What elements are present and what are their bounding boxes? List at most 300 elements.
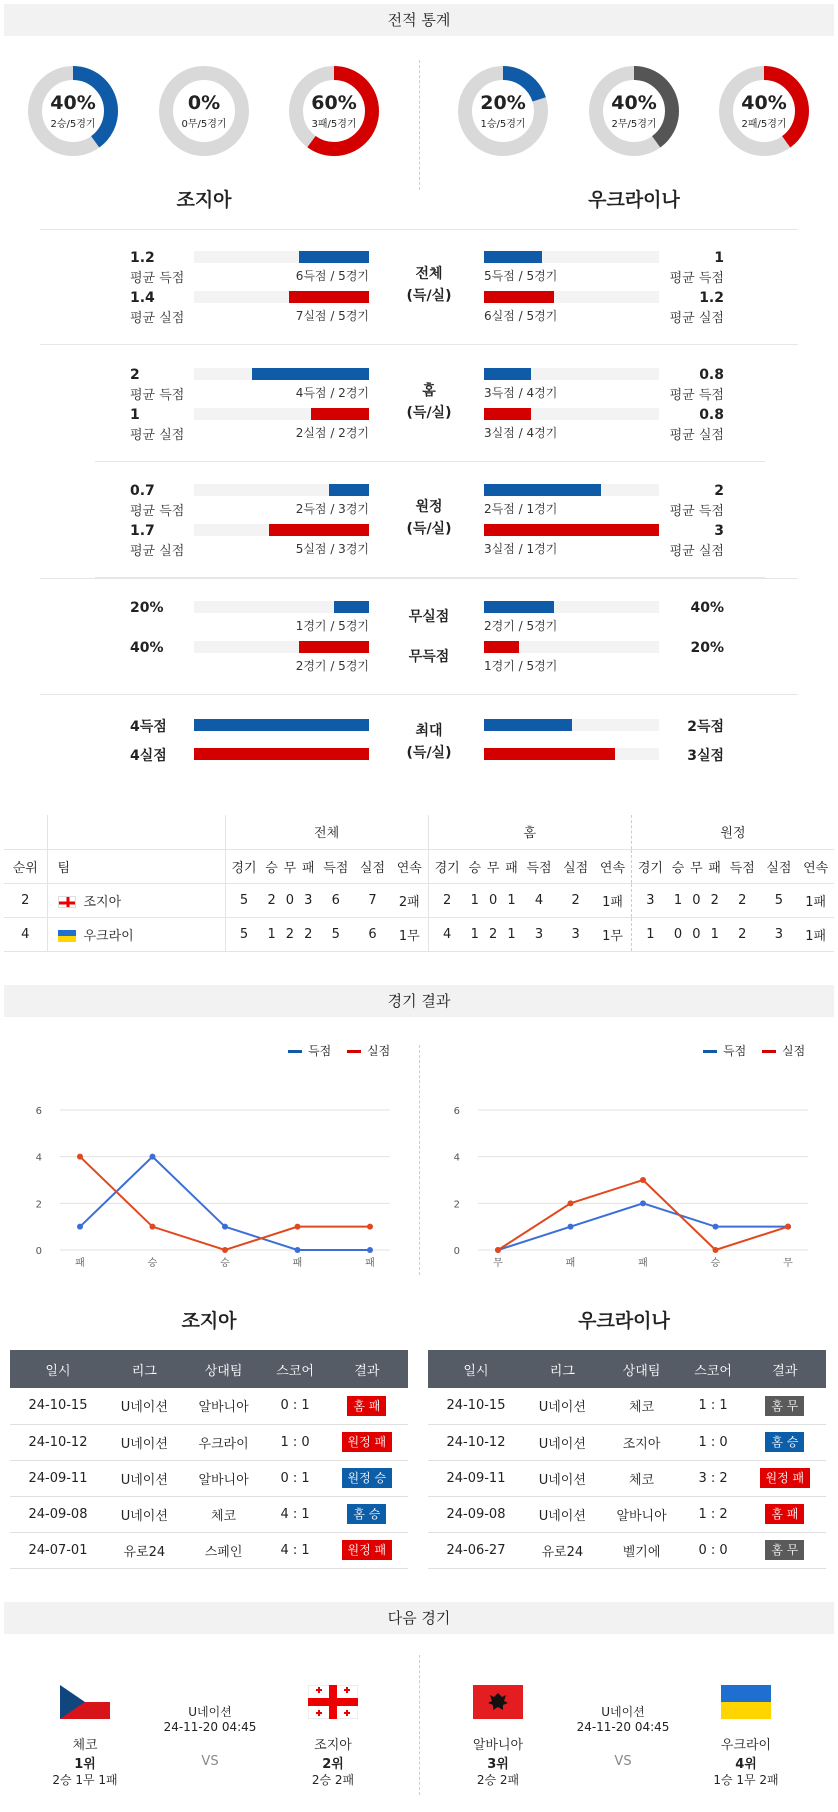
table-cell: 1 bbox=[502, 917, 520, 951]
data-point bbox=[640, 1200, 646, 1206]
georgia-flag-icon bbox=[58, 896, 76, 908]
bar-track bbox=[194, 251, 369, 263]
divider bbox=[40, 229, 798, 230]
legend-line-scored bbox=[288, 1050, 302, 1053]
stat-label-right: 평균 실점 bbox=[669, 544, 724, 559]
stat-label-right: 평균 실점 bbox=[669, 428, 724, 443]
rank-cell: 4 bbox=[4, 917, 47, 951]
section-header-next: 다음 경기 bbox=[4, 1602, 834, 1634]
table-cell: 24-09-11 bbox=[10, 1460, 106, 1496]
series-line bbox=[498, 1180, 788, 1250]
group-all: 전체 bbox=[225, 815, 428, 849]
table-cell: 24-10-15 bbox=[10, 1388, 106, 1424]
stat-bar bbox=[194, 719, 369, 731]
stat-label-right: 평균 득점 bbox=[669, 388, 724, 403]
stat-group-label-main: 홈 bbox=[422, 383, 436, 399]
next-away-record: 1승 1무 2패 bbox=[713, 1773, 779, 1787]
bar-track bbox=[484, 601, 659, 613]
result-cell bbox=[326, 1496, 408, 1532]
chart-legend-right bbox=[703, 1042, 805, 1059]
table-cell: U네이션 bbox=[106, 1460, 183, 1496]
group-away: 원정 bbox=[631, 815, 834, 849]
donut-chart bbox=[158, 65, 250, 157]
stat-label-right: 평균 실점 bbox=[669, 311, 724, 326]
team-cell bbox=[47, 883, 225, 917]
stat-caption-left: 4득점 / 2경기 bbox=[295, 386, 369, 400]
divider bbox=[40, 694, 798, 695]
vs-label: VS bbox=[614, 1754, 632, 1769]
next-home-record: 2승 1무 1패 bbox=[52, 1773, 118, 1787]
data-point bbox=[295, 1224, 301, 1230]
table-cell: 0 bbox=[484, 883, 502, 917]
divider bbox=[95, 461, 765, 462]
table-cell: U네이션 bbox=[106, 1424, 183, 1460]
table-row bbox=[10, 1388, 408, 1424]
table-cell: 24-09-11 bbox=[428, 1460, 524, 1496]
col-header: 경기 bbox=[225, 849, 262, 883]
stat-bar bbox=[484, 748, 615, 760]
data-point bbox=[367, 1224, 373, 1230]
stat-value-left: 1.2 bbox=[130, 250, 155, 266]
data-point bbox=[150, 1154, 156, 1160]
donut-chart bbox=[457, 65, 549, 157]
table-cell: 3 : 2 bbox=[682, 1460, 743, 1496]
data-point bbox=[495, 1247, 501, 1253]
donut-chart bbox=[718, 65, 810, 157]
section-header-stats: 전적 통계 bbox=[4, 4, 834, 36]
stat-caption-right: 3득점 / 4경기 bbox=[484, 386, 558, 400]
legend-scored: 득점 bbox=[308, 1044, 332, 1058]
x-tick-label: 패 bbox=[565, 1258, 576, 1269]
next-away-name: 우크라이 bbox=[720, 1738, 772, 1753]
ukraine-flag-icon bbox=[721, 1685, 771, 1719]
table-cell: 2 bbox=[724, 883, 761, 917]
table-cell: 6 bbox=[354, 917, 391, 951]
table-row bbox=[428, 1424, 826, 1460]
results-title-right: 우크라이나 bbox=[578, 1310, 670, 1332]
bar-track bbox=[194, 601, 369, 613]
bar-track bbox=[194, 719, 369, 731]
table-cell: 0 bbox=[281, 883, 299, 917]
table-cell: 2 bbox=[299, 917, 317, 951]
table-cell: 0 bbox=[669, 917, 687, 951]
table-row bbox=[428, 1496, 826, 1532]
ukraine-flag-icon bbox=[58, 930, 76, 942]
group-home: 홈 bbox=[428, 815, 631, 849]
table-cell: 1 : 0 bbox=[264, 1424, 325, 1460]
table-cell: 0 : 1 bbox=[264, 1460, 325, 1496]
column-header: 리그 bbox=[106, 1350, 183, 1388]
donut-subtext: 0무/5경기 bbox=[181, 119, 227, 130]
stat-caption-right: 6실점 / 5경기 bbox=[484, 309, 558, 323]
x-tick-label: 무 bbox=[783, 1258, 793, 1269]
legend-conceded: 실점 bbox=[367, 1044, 391, 1058]
result-badge: 홈 패 bbox=[347, 1396, 386, 1416]
donut-chart bbox=[27, 65, 119, 157]
stat-group-label-sub: (득/실) bbox=[406, 288, 452, 304]
table-cell: 1 bbox=[262, 917, 280, 951]
vs-label: VS bbox=[201, 1754, 219, 1769]
legend-conceded: 실점 bbox=[782, 1044, 806, 1058]
table-cell: 2 bbox=[706, 883, 724, 917]
data-point bbox=[367, 1247, 373, 1253]
col-header: 승 bbox=[669, 849, 687, 883]
result-cell bbox=[326, 1424, 408, 1460]
team-name: 우크라이 bbox=[83, 928, 134, 944]
stat-bar bbox=[269, 524, 369, 536]
table-cell: 24-09-08 bbox=[428, 1496, 524, 1532]
table-cell: 알바니아 bbox=[601, 1496, 683, 1532]
stat-label-left: 평균 득점 bbox=[130, 388, 185, 403]
table-cell: 알바니아 bbox=[183, 1460, 265, 1496]
result-badge: 홈 패 bbox=[765, 1504, 804, 1524]
table-cell: 3 bbox=[521, 917, 558, 951]
result-cell bbox=[744, 1424, 826, 1460]
stat-bar bbox=[484, 291, 554, 303]
x-tick-label: 패 bbox=[365, 1258, 375, 1269]
stat-value-left: 1.7 bbox=[130, 523, 155, 539]
divider bbox=[419, 1655, 420, 1795]
table-cell: U네이션 bbox=[106, 1388, 183, 1424]
data-point bbox=[785, 1224, 791, 1230]
table-cell: 7 bbox=[354, 883, 391, 917]
data-point bbox=[222, 1224, 228, 1230]
col-header: 실점 bbox=[761, 849, 798, 883]
table-cell: 체코 bbox=[601, 1388, 683, 1424]
bar-track bbox=[194, 368, 369, 380]
donut-subtext: 3패/5경기 bbox=[311, 119, 357, 130]
stat-bar bbox=[484, 641, 519, 653]
next-time: 24-11-20 04:45 bbox=[163, 1720, 257, 1734]
table-cell: 3 bbox=[299, 883, 317, 917]
divider bbox=[419, 1045, 420, 1275]
stat-group-label-sub: (득/실) bbox=[406, 521, 452, 537]
table-cell: U네이션 bbox=[524, 1388, 601, 1424]
bar-track bbox=[484, 719, 659, 731]
stat-bar bbox=[252, 368, 369, 380]
donut-percent: 40% bbox=[611, 92, 657, 114]
czech-flag-icon bbox=[60, 1685, 110, 1719]
next-away-rank: 2위 bbox=[322, 1757, 344, 1772]
next-away-rank: 4위 bbox=[735, 1757, 757, 1772]
data-point bbox=[568, 1200, 574, 1206]
stat-caption-left: 6득점 / 5경기 bbox=[295, 269, 369, 283]
stat-label-left: 평균 실점 bbox=[130, 428, 185, 443]
stat-caption-left: 2실점 / 2경기 bbox=[295, 426, 369, 440]
stat-label-left: 평균 득점 bbox=[130, 504, 185, 519]
table-cell: 유로24 bbox=[106, 1532, 183, 1568]
stat-caption-right: 5득점 / 5경기 bbox=[484, 269, 558, 283]
stat-caption-right: 3실점 / 4경기 bbox=[484, 426, 558, 440]
team-cell bbox=[47, 917, 225, 951]
table-cell: 24-10-12 bbox=[10, 1424, 106, 1460]
next-home-name: 체코 bbox=[72, 1738, 98, 1753]
donut-chart bbox=[288, 65, 380, 157]
column-header: 상대팀 bbox=[601, 1350, 683, 1388]
table-cell: 1무 bbox=[594, 917, 631, 951]
data-point bbox=[713, 1247, 719, 1253]
bar-track bbox=[194, 408, 369, 420]
col-header: 승 bbox=[466, 849, 484, 883]
table-cell: 우크라이 bbox=[183, 1424, 265, 1460]
col-header: 연속 bbox=[391, 849, 428, 883]
table-cell: 24-06-27 bbox=[428, 1532, 524, 1568]
bar-track bbox=[484, 748, 659, 760]
stat-value-right: 3실점 bbox=[687, 748, 724, 764]
stat-label-left: 평균 실점 bbox=[130, 544, 185, 559]
stat-caption-right: 2경기 / 5경기 bbox=[484, 619, 558, 633]
result-cell bbox=[326, 1532, 408, 1568]
stat-bar bbox=[299, 251, 369, 263]
col-header: 무 bbox=[687, 849, 705, 883]
stat-group-label-main: 원정 bbox=[415, 499, 443, 515]
table-cell: 24-07-01 bbox=[10, 1532, 106, 1568]
col-header: 경기 bbox=[631, 849, 668, 883]
table-header-row bbox=[10, 1350, 408, 1388]
col-header: 경기 bbox=[428, 849, 465, 883]
table-cell: 5 bbox=[225, 883, 262, 917]
table-cell: 2 bbox=[557, 883, 594, 917]
donut-percent: 20% bbox=[480, 92, 526, 114]
table-cell: 24-09-08 bbox=[10, 1496, 106, 1532]
chart-legend-left bbox=[288, 1042, 390, 1059]
data-point bbox=[150, 1224, 156, 1230]
donut-subtext: 2무/5경기 bbox=[611, 119, 657, 130]
team-title-right: 우크라이나 bbox=[588, 189, 680, 211]
table-cell: 벨기에 bbox=[601, 1532, 683, 1568]
bar-track bbox=[484, 408, 659, 420]
results-title-left: 조지아 bbox=[181, 1310, 237, 1332]
stat-group-label bbox=[389, 380, 469, 424]
stat-bar bbox=[484, 251, 542, 263]
bar-track bbox=[484, 251, 659, 263]
stat-value-right: 40% bbox=[690, 600, 724, 616]
stat-bar bbox=[299, 641, 369, 653]
next-home-name: 알바니아 bbox=[472, 1738, 524, 1753]
table-cell: U네이션 bbox=[524, 1460, 601, 1496]
table-cell: 스페인 bbox=[183, 1532, 265, 1568]
col-header: 실점 bbox=[557, 849, 594, 883]
col-header: 득점 bbox=[521, 849, 558, 883]
next-away-name: 조지아 bbox=[314, 1738, 352, 1753]
y-tick-label: 2 bbox=[453, 1199, 460, 1211]
table-cell: 1패 bbox=[797, 883, 834, 917]
stat-value-right: 1.2 bbox=[699, 290, 724, 306]
albania-flag-icon bbox=[473, 1685, 523, 1719]
stat-caption-left: 1경기 / 5경기 bbox=[295, 619, 369, 633]
donut-chart bbox=[588, 65, 680, 157]
stat-value-right: 3 bbox=[714, 523, 724, 539]
y-tick-label: 4 bbox=[453, 1152, 460, 1164]
table-cell: 1 bbox=[466, 883, 484, 917]
table-cell: 1패 bbox=[594, 883, 631, 917]
stat-value-left: 20% bbox=[130, 600, 164, 616]
data-point bbox=[222, 1247, 228, 1253]
result-badge: 원정 패 bbox=[342, 1540, 393, 1560]
bar-track bbox=[194, 524, 369, 536]
stat-value-right: 0.8 bbox=[699, 407, 724, 423]
stat-caption-right: 3실점 / 1경기 bbox=[484, 542, 558, 556]
stat-bar bbox=[329, 484, 369, 496]
col-header: 득점 bbox=[317, 849, 354, 883]
table-cell: 2 bbox=[428, 883, 465, 917]
table-cell: 2 bbox=[262, 883, 280, 917]
column-header: 스코어 bbox=[682, 1350, 743, 1388]
section-header-results: 경기 결과 bbox=[4, 985, 834, 1017]
stat-value-left: 40% bbox=[130, 640, 164, 656]
table-cell: 1 bbox=[631, 917, 668, 951]
stat-label-right: 평균 득점 bbox=[669, 504, 724, 519]
donut-subtext: 2승/5경기 bbox=[50, 119, 96, 130]
bar-track bbox=[484, 368, 659, 380]
table-cell: 5 bbox=[317, 917, 354, 951]
results-table-right bbox=[428, 1350, 826, 1569]
table-row bbox=[10, 1532, 408, 1568]
stat-caption-left: 5실점 / 3경기 bbox=[295, 542, 369, 556]
table-cell: 체코 bbox=[183, 1496, 265, 1532]
table-cell: 0 : 1 bbox=[264, 1388, 325, 1424]
stat-bar bbox=[311, 408, 369, 420]
stat-value-left: 1.4 bbox=[130, 290, 155, 306]
table-cell: 2 bbox=[281, 917, 299, 951]
table-row bbox=[10, 1496, 408, 1532]
table-row bbox=[428, 1388, 826, 1424]
stat-value-right: 2 bbox=[714, 483, 724, 499]
result-badge: 홈 무 bbox=[765, 1540, 804, 1560]
stat-bar bbox=[289, 291, 370, 303]
donut-percent: 60% bbox=[311, 92, 357, 114]
table-row bbox=[428, 1460, 826, 1496]
stat-group-label-main: 최대 bbox=[415, 723, 443, 739]
donut-subtext: 1승/5경기 bbox=[480, 119, 526, 130]
next-league: U네이션 bbox=[601, 1705, 645, 1719]
results-table-left bbox=[10, 1350, 408, 1569]
stat-value-left: 4실점 bbox=[130, 748, 167, 764]
column-header: 결과 bbox=[326, 1350, 408, 1388]
next-home-rank: 1위 bbox=[74, 1757, 96, 1772]
table-row bbox=[4, 917, 834, 951]
result-badge: 원정 패 bbox=[342, 1432, 393, 1452]
result-cell bbox=[744, 1388, 826, 1424]
result-cell bbox=[326, 1460, 408, 1496]
stat-bar bbox=[484, 368, 531, 380]
stat-group-label: 무실점 bbox=[408, 609, 450, 625]
donut-percent: 40% bbox=[50, 92, 96, 114]
stat-value-right: 1 bbox=[714, 250, 724, 266]
table-cell: 24-10-15 bbox=[428, 1388, 524, 1424]
stat-bar bbox=[194, 748, 369, 760]
column-header: 상대팀 bbox=[183, 1350, 265, 1388]
table-cell: 5 bbox=[761, 883, 798, 917]
table-cell: 4 : 1 bbox=[264, 1532, 325, 1568]
col-header: 패 bbox=[299, 849, 317, 883]
table-cell: 4 : 1 bbox=[264, 1496, 325, 1532]
table-row bbox=[4, 883, 834, 917]
bar-track bbox=[484, 291, 659, 303]
x-tick-label: 패 bbox=[638, 1258, 648, 1269]
table-cell: U네이션 bbox=[524, 1424, 601, 1460]
legend-scored: 득점 bbox=[723, 1044, 747, 1058]
result-badge: 홈 무 bbox=[765, 1396, 804, 1416]
stat-caption-right: 1경기 / 5경기 bbox=[484, 659, 558, 673]
data-point bbox=[77, 1224, 83, 1230]
table-cell: 1 bbox=[502, 883, 520, 917]
result-cell bbox=[326, 1388, 408, 1424]
y-tick-label: 4 bbox=[35, 1152, 42, 1164]
result-badge: 원정 승 bbox=[342, 1468, 393, 1488]
stat-bar bbox=[484, 408, 531, 420]
stat-label-left: 평균 득점 bbox=[130, 271, 185, 286]
stat-label-right: 평균 득점 bbox=[669, 271, 724, 286]
table-cell: 4 bbox=[521, 883, 558, 917]
result-badge: 원정 패 bbox=[760, 1468, 811, 1488]
georgia-flag-icon bbox=[308, 1685, 358, 1719]
table-cell: 1 : 1 bbox=[682, 1388, 743, 1424]
table-cell: 4 bbox=[428, 917, 465, 951]
next-time: 24-11-20 04:45 bbox=[576, 1720, 670, 1734]
table-cell: 5 bbox=[225, 917, 262, 951]
table-cell: 0 bbox=[687, 883, 705, 917]
col-header: 연속 bbox=[797, 849, 834, 883]
data-point bbox=[713, 1224, 719, 1230]
head-team: 팀 bbox=[47, 849, 225, 883]
stat-value-right: 0.8 bbox=[699, 367, 724, 383]
col-header: 실점 bbox=[354, 849, 391, 883]
bar-track bbox=[484, 484, 659, 496]
stat-caption-left: 2득점 / 3경기 bbox=[295, 502, 369, 516]
stat-caption-left: 2경기 / 5경기 bbox=[295, 659, 369, 673]
next-home-record: 2승 2패 bbox=[476, 1773, 520, 1787]
next-away-record: 2승 2패 bbox=[311, 1773, 355, 1787]
stat-value-left: 4득점 bbox=[130, 719, 167, 735]
bar-track bbox=[194, 641, 369, 653]
y-tick-label: 2 bbox=[35, 1199, 42, 1211]
stat-label-left: 평균 실점 bbox=[130, 311, 185, 326]
data-point bbox=[568, 1224, 574, 1230]
stat-group-label-sub: (득/실) bbox=[406, 745, 452, 761]
team-title-left: 조지아 bbox=[176, 189, 232, 211]
table-cell: 24-10-12 bbox=[428, 1424, 524, 1460]
divider bbox=[419, 60, 420, 190]
x-tick-label: 승 bbox=[147, 1258, 158, 1269]
y-tick-label: 6 bbox=[35, 1106, 42, 1117]
stat-group-label bbox=[389, 263, 469, 307]
team-name: 조지아 bbox=[83, 894, 122, 910]
table-cell: 3 bbox=[557, 917, 594, 951]
table-row bbox=[10, 1460, 408, 1496]
table-cell: U네이션 bbox=[106, 1496, 183, 1532]
table-header-row bbox=[428, 1350, 826, 1388]
column-header: 일시 bbox=[10, 1350, 106, 1388]
y-tick-label: 0 bbox=[35, 1246, 42, 1257]
stat-group-label bbox=[389, 720, 469, 764]
table-cell: 1무 bbox=[391, 917, 428, 951]
table-row bbox=[10, 1424, 408, 1460]
table-cell: 2 bbox=[484, 917, 502, 951]
result-badge: 홈 승 bbox=[347, 1504, 386, 1524]
stat-bar bbox=[334, 601, 369, 613]
donut-percent: 40% bbox=[741, 92, 787, 114]
col-header: 패 bbox=[502, 849, 520, 883]
rank-table bbox=[4, 815, 834, 952]
col-header: 연속 bbox=[594, 849, 631, 883]
stat-bar bbox=[484, 719, 572, 731]
x-tick-label: 승 bbox=[220, 1258, 230, 1269]
stat-group-label bbox=[389, 496, 469, 540]
bar-track bbox=[194, 748, 369, 760]
table-cell: 1 bbox=[466, 917, 484, 951]
stat-caption-right: 2득점 / 1경기 bbox=[484, 502, 558, 516]
